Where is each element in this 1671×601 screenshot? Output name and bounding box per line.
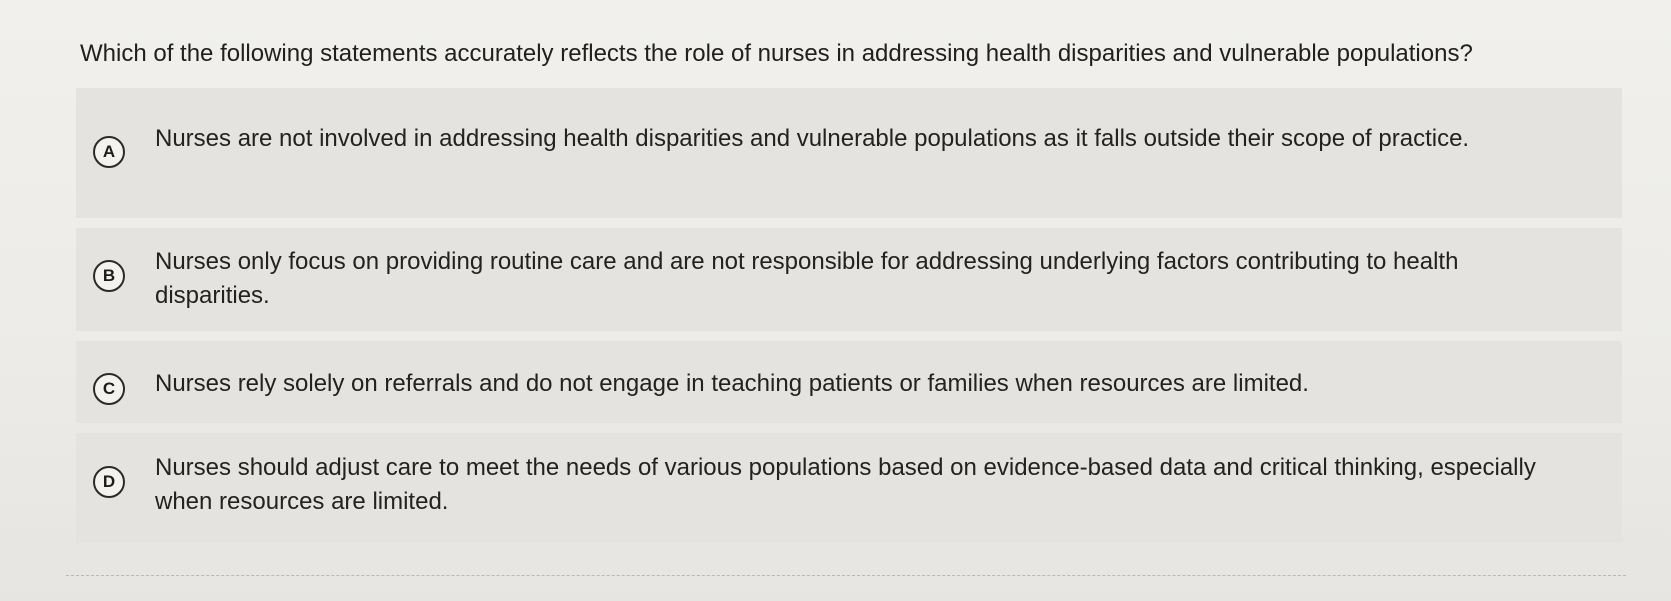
question-text: Which of the following statements accurately reflects the role of nurses in addressing health disparities and vulnerable populations? xyxy=(80,40,1473,67)
divider xyxy=(66,575,1626,576)
option-b[interactable] xyxy=(76,228,1622,331)
option-d[interactable] xyxy=(76,433,1622,543)
option-b-text: Nurses only focus on providing routine care and are not responsible for addressing underlying factors contributing to health disparities. xyxy=(155,248,1459,309)
option-b-radio[interactable]: B xyxy=(93,260,125,292)
answer-options xyxy=(76,88,1622,553)
option-c-text: Nurses rely solely on referrals and do not engage in teaching patients or families when resources are limited. xyxy=(155,370,1309,397)
option-d-radio[interactable]: D xyxy=(93,466,125,498)
option-c-radio[interactable]: C xyxy=(93,373,125,405)
option-d-text: Nurses should adjust care to meet the needs of various populations based on evidence-based data and critical thinking, especially when resources are limited. xyxy=(155,454,1536,515)
option-a-text: Nurses are not involved in addressing health disparities and vulnerable populations as it falls outside their scope of practice. xyxy=(155,125,1470,152)
option-a[interactable] xyxy=(76,88,1622,218)
option-c[interactable] xyxy=(76,341,1622,423)
option-a-radio[interactable]: A xyxy=(93,136,125,168)
